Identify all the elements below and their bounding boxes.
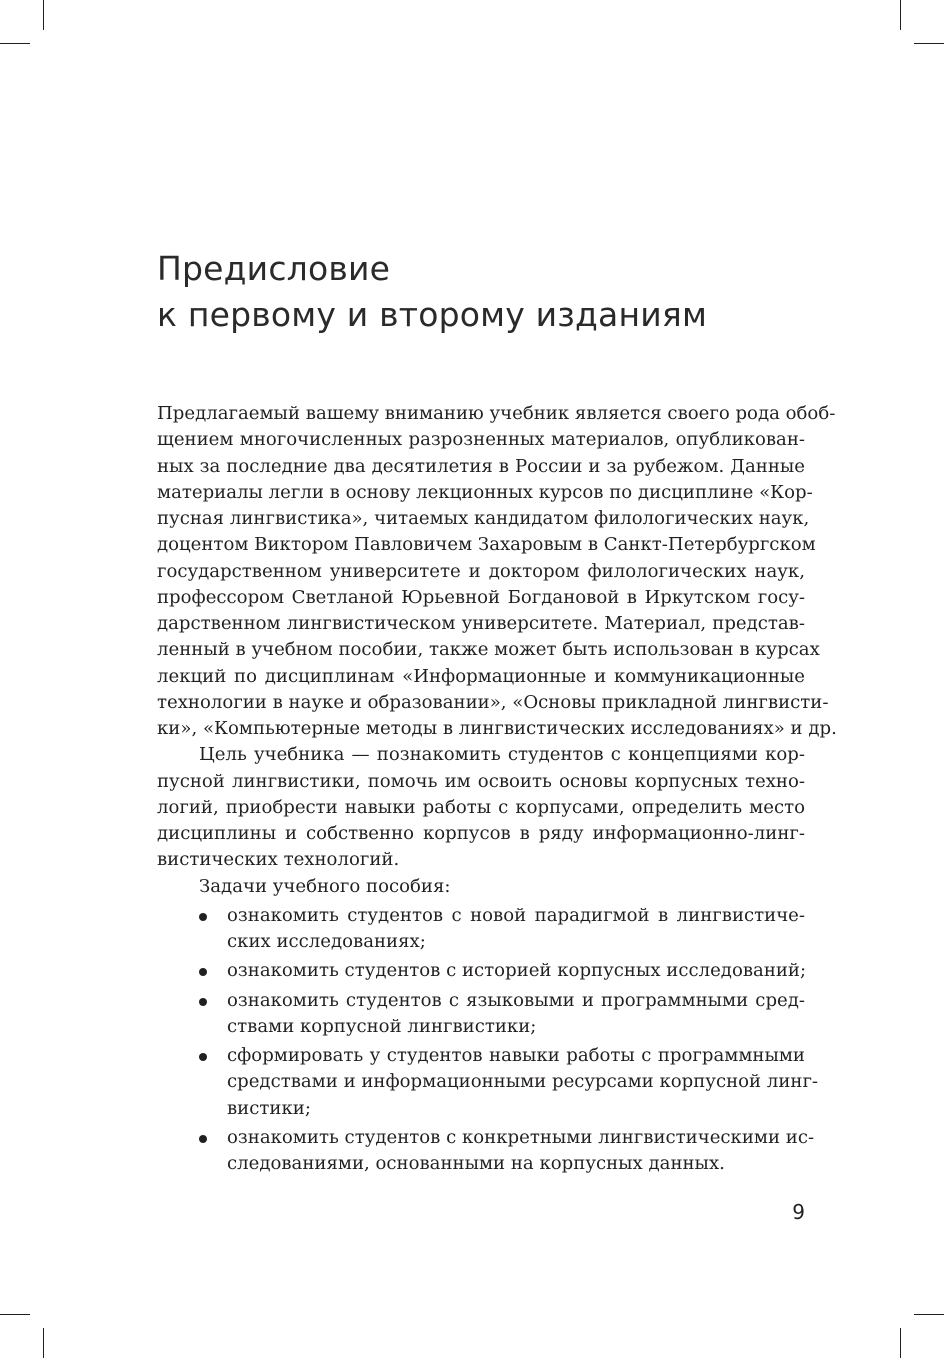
text-line: ных за последние два десятилетия в России и за рубежом. Данные	[157, 455, 805, 477]
crop-mark	[900, 1328, 901, 1358]
title-line: к первому и второму изданиям	[157, 295, 708, 334]
list-item	[157, 903, 805, 956]
paragraph-goal	[157, 742, 805, 873]
tasks-list	[157, 903, 819, 1178]
text-line: материалы легли в основу лекционных курсов по дисциплине «Кор-	[157, 481, 813, 503]
text-line: ских исследованиях;	[227, 931, 426, 952]
tasks-intro: Задачи учебного пособия:	[199, 875, 451, 897]
list-item	[157, 988, 805, 1041]
bullet-icon	[199, 1053, 207, 1061]
crop-mark	[0, 43, 30, 44]
list-item	[157, 958, 805, 984]
list-item	[157, 1043, 819, 1122]
bullet-icon	[199, 968, 207, 976]
text-line: следованиями, основанными на корпусных данных.	[227, 1153, 725, 1174]
list-item	[157, 1125, 815, 1178]
bullet-icon	[199, 913, 207, 921]
crop-mark	[914, 43, 944, 44]
text-line: технологии в науке и образовании», «Основы прикладной лингвисти-	[157, 691, 829, 713]
crop-mark	[900, 0, 901, 30]
text-line: профессором Светланой Юрьевной Богдановой в Иркутском госу-	[157, 586, 805, 608]
text-line: доцентом Виктором Павловичем Захаровым в Санкт-Петербургском	[157, 534, 816, 556]
text-line: Цель учебника — познакомить студентов с концепциями кор-	[199, 744, 805, 766]
title-line: Предисловие	[157, 249, 391, 288]
text-line: Предлагаемый вашему вниманию учебник является своего рода обоб-	[157, 403, 836, 424]
text-line: пусная лингвистика», читаемых кандидатом филологических наук,	[157, 508, 810, 529]
bullet-icon	[199, 1135, 207, 1143]
crop-mark	[0, 1314, 30, 1315]
page-title	[157, 246, 817, 338]
text-line: пусной лингвистики, помочь им освоить основы корпусных техно-	[157, 770, 805, 792]
text-line: лекций по дисциплинам «Информационные и коммуникационные	[157, 665, 805, 687]
crop-mark	[914, 1314, 944, 1315]
crop-mark	[43, 1328, 44, 1358]
body-text	[157, 401, 837, 1177]
text-line: ознакомить студентов с историей корпусных исследований;	[227, 960, 807, 982]
text-line: государственном университете и доктором филологических наук,	[157, 560, 805, 582]
crop-mark	[43, 0, 44, 30]
text-line: ки», «Компьютерные методы в лингвистических исследованиях» и др.	[157, 718, 837, 739]
bullet-icon	[199, 998, 207, 1006]
text-line: ознакомить студентов с языковыми и программными сред-	[227, 989, 805, 1011]
text-line: ознакомить студентов с новой парадигмой в лингвистиче-	[227, 904, 805, 926]
text-line: дисциплины и собственно корпусов в ряду информационно-линг-	[157, 823, 805, 844]
paragraph-intro	[157, 401, 837, 742]
text-line: сформировать у студентов навыки работы с программными	[227, 1045, 805, 1066]
text-line: ознакомить студентов с конкретными лингвистическими ис-	[227, 1126, 815, 1148]
page-number: 9	[792, 1200, 805, 1224]
text-line: ленный в учебном пособии, также может быть использован в курсах	[157, 639, 820, 661]
text-line: дарственном лингвистическом университете. Материал, представ-	[157, 613, 805, 634]
text-line: логий, приобрести навыки работы с корпусами, определить место	[157, 796, 805, 818]
text-line: вистических технологий.	[157, 849, 400, 871]
text-line: вистики;	[227, 1097, 311, 1119]
text-line: щением многочисленных разрозненных материалов, опубликован-	[157, 429, 805, 451]
text-line: средствами и информационными ресурсами корпусной линг-	[227, 1071, 819, 1093]
text-line: ствами корпусной лингвистики;	[227, 1015, 537, 1037]
